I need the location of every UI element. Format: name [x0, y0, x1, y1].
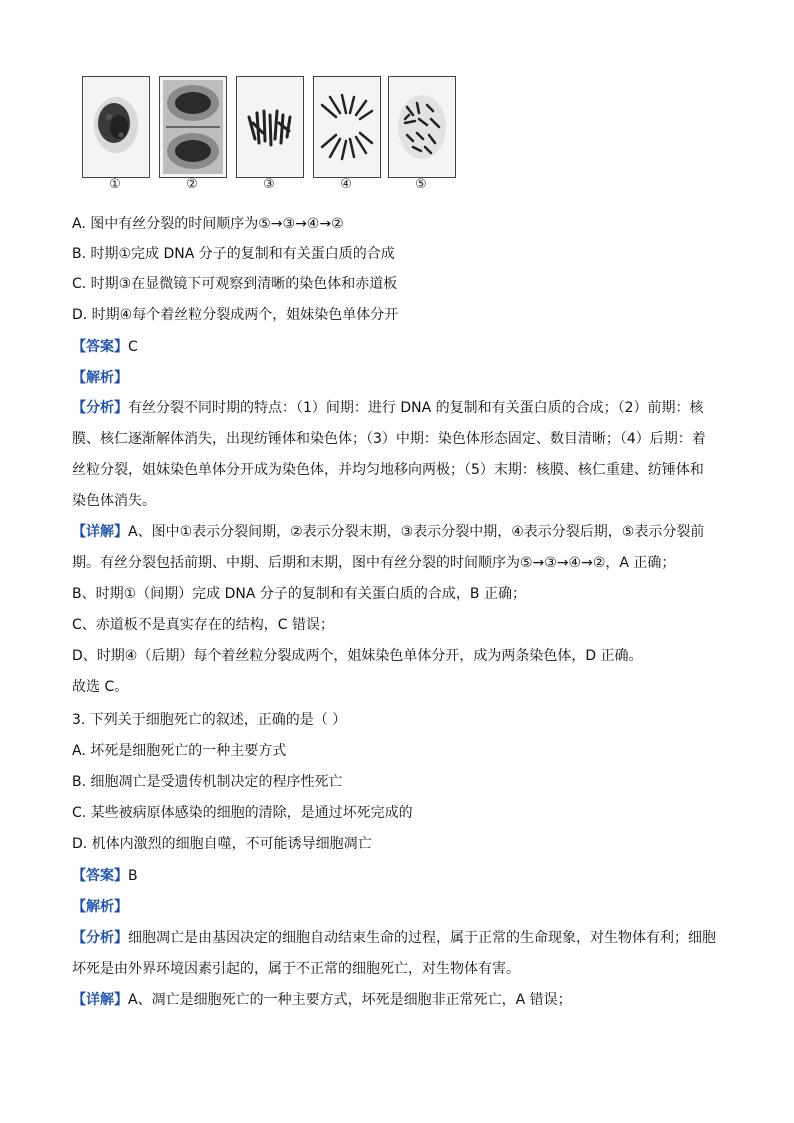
micrograph-3	[236, 76, 304, 178]
q2-option-a: A. 图中有丝分裂的时间顺序为⑤→③→④→②	[72, 216, 344, 232]
figure-label-2: ②	[186, 177, 198, 192]
q2-xiangjie-line-4: C、赤道板不是真实存在的结构，C 错误；	[72, 617, 334, 633]
mitosis-figure	[82, 76, 454, 194]
xiangjie-tag: 【详解】	[72, 524, 128, 540]
answer-value: B	[128, 868, 138, 884]
q2-xiangjie-line-1	[72, 522, 704, 542]
xiangjie-tag: 【详解】	[72, 992, 128, 1008]
fenxi-tag: 【分析】	[72, 930, 128, 946]
xiangjie-text: A、凋亡是细胞死亡的一种主要方式，坏死是细胞非正常死亡，A 错误；	[128, 992, 572, 1008]
q2-option-d: D. 时期④每个着丝粒分裂成两个，姐妹染色单体分开	[72, 307, 399, 323]
fenxi-text: 有丝分裂不同时期的特点：（1）间期：进行 DNA 的复制和有关蛋白质的合成；（2）前期：核	[128, 400, 704, 416]
analysis-tag: 【解析】	[72, 899, 128, 915]
fenxi-tag: 【分析】	[72, 400, 128, 416]
answer-tag: 【答案】	[72, 339, 128, 355]
q3-fenxi-line-1	[72, 928, 716, 948]
q3-analysis-heading	[72, 897, 128, 917]
q2-option-b: B. 时期①完成 DNA 分子的复制和有关蛋白质的合成	[72, 246, 395, 262]
q3-option-a: A. 坏死是细胞死亡的一种主要方式	[72, 743, 287, 759]
q2-fenxi-line-3: 丝粒分裂，姐妹染色单体分开成为染色体，并均匀地移向两极；（5）末期：核膜、核仁重建、纺锤体和	[72, 462, 704, 478]
figure-label-4: ④	[340, 177, 352, 192]
q2-fenxi-line-2: 膜、核仁逐渐解体消失，出现纺锤体和染色体；（3）中期：染色体形态固定、数目清晰；（4）后期：着	[72, 431, 706, 447]
figure-label-5: ⑤	[415, 177, 427, 192]
q2-xiangjie-line-5: D、时期④（后期）每个着丝粒分裂成两个，姐妹染色单体分开，成为两条染色体，D 正确。	[72, 648, 643, 664]
q2-fenxi-line-1	[72, 398, 704, 418]
q3-fenxi-line-2: 坏死是由外界环境因素引起的，属于不正常的细胞死亡，对生物体有害。	[72, 961, 520, 977]
micrograph-5	[388, 76, 456, 178]
q3-xiangjie-line-1	[72, 990, 572, 1010]
q2-answer	[72, 337, 138, 357]
q3-option-c: C. 某些被病原体感染的细胞的清除，是通过坏死完成的	[72, 805, 413, 821]
micrograph-4	[313, 76, 381, 178]
fenxi-text: 细胞凋亡是由基因决定的细胞自动结束生命的过程，属于正常的生命现象，对生物体有利；细胞	[128, 930, 716, 946]
analysis-tag: 【解析】	[72, 370, 128, 386]
q3-stem: 3. 下列关于细胞死亡的叙述，正确的是（ ）	[72, 712, 347, 728]
figure-label-3: ③	[263, 177, 275, 192]
q3-option-d: D. 机体内激烈的细胞自噬，不可能诱导细胞凋亡	[72, 836, 372, 852]
q2-analysis-heading	[72, 368, 128, 388]
xiangjie-text: A、图中①表示分裂间期，②表示分裂末期，③表示分裂中期，④表示分裂后期，⑤表示分裂前	[128, 524, 705, 540]
q3-option-b: B. 细胞凋亡是受遗传机制决定的程序性死亡	[72, 774, 343, 790]
q2-fenxi-line-4: 染色体消失。	[72, 493, 156, 509]
q3-answer	[72, 866, 138, 886]
figure-label-1: ①	[109, 177, 121, 192]
q2-conclusion: 故选 C。	[72, 679, 129, 695]
answer-value: C	[128, 339, 138, 355]
micrograph-1	[82, 76, 150, 178]
answer-tag: 【答案】	[72, 868, 128, 884]
q2-xiangjie-line-2: 期。有丝分裂包括前期、中期、后期和末期，图中有丝分裂的时间顺序为⑤→③→④→②，A 正确；	[72, 555, 676, 571]
micrograph-2	[159, 76, 227, 178]
q2-option-c: C. 时期③在显微镜下可观察到清晰的染色体和赤道板	[72, 276, 398, 292]
q2-xiangjie-line-3: B、时期①（间期）完成 DNA 分子的复制和有关蛋白质的合成，B 正确；	[72, 586, 526, 602]
